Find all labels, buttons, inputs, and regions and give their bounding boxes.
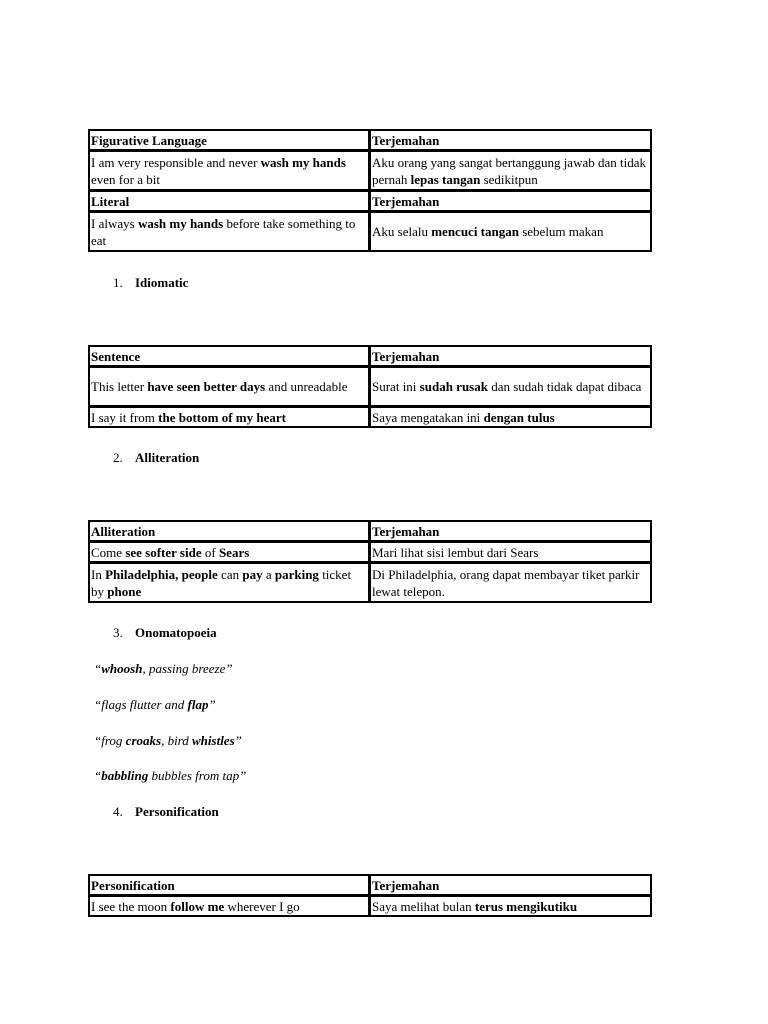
table-cell: In Philadelphia, people can pay a parking ticket by phone bbox=[89, 563, 370, 603]
list-number: 1. bbox=[113, 275, 123, 290]
table-row bbox=[89, 151, 652, 191]
table-row bbox=[89, 407, 652, 428]
onomatopoeia-example: “babbling bubbles from tap” bbox=[94, 768, 247, 783]
table-row bbox=[89, 367, 652, 407]
list-number: 3. bbox=[113, 625, 123, 640]
table-cell: Come see softer side of Sears bbox=[89, 542, 370, 563]
onomatopoeia-example: “whoosh, passing breeze” bbox=[94, 661, 233, 676]
section-heading-onomatopoeia bbox=[113, 624, 217, 641]
list-label: Idiomatic bbox=[135, 275, 189, 290]
header-cell: Sentence bbox=[89, 346, 370, 367]
table-cell: Aku selalu mencuci tangan sebelum makan bbox=[370, 212, 652, 252]
table-cell: Mari lihat sisi lembut dari Sears bbox=[370, 542, 652, 563]
table-row bbox=[89, 896, 652, 917]
table-cell: Aku orang yang sangat bertanggung jawab dan tidak pernah lepas tangan sedikitpun bbox=[370, 151, 652, 191]
header-cell: Terjemahan bbox=[370, 875, 652, 896]
personification-table bbox=[88, 874, 652, 917]
list-label: Onomatopoeia bbox=[135, 625, 217, 640]
list-number: 2. bbox=[113, 450, 123, 465]
header-cell: Figurative Language bbox=[89, 130, 370, 151]
table-cell: Di Philadelphia, orang dapat membayar tiket parkir lewat telepon. bbox=[370, 563, 652, 603]
table-cell: Saya melihat bulan terus mengikutiku bbox=[370, 896, 652, 917]
list-number: 4. bbox=[113, 804, 123, 819]
header-cell: Alliteration bbox=[89, 521, 370, 542]
header-cell: Terjemahan bbox=[370, 346, 652, 367]
table-header-row bbox=[89, 875, 652, 896]
header-cell: Terjemahan bbox=[370, 521, 652, 542]
table-header-row bbox=[89, 521, 652, 542]
table-cell: I say it from the bottom of my heart bbox=[89, 407, 370, 428]
header-cell: Terjemahan bbox=[370, 191, 652, 212]
list-label: Personification bbox=[135, 804, 219, 819]
table-header-row bbox=[89, 130, 652, 151]
header-cell: Personification bbox=[89, 875, 370, 896]
figurative-literal-table bbox=[88, 129, 652, 252]
onomatopoeia-example: “flags flutter and flap” bbox=[94, 697, 216, 712]
table-cell: I always wash my hands before take something to eat bbox=[89, 212, 370, 252]
table-header-row bbox=[89, 346, 652, 367]
table-row bbox=[89, 563, 652, 603]
onomatopoeia-example: “frog croaks, bird whistles” bbox=[94, 733, 242, 748]
header-cell: Terjemahan bbox=[370, 130, 652, 151]
section-heading-idiomatic bbox=[113, 274, 188, 291]
section-heading-alliteration bbox=[113, 449, 199, 466]
table-cell: I am very responsible and never wash my hands even for a bit bbox=[89, 151, 370, 191]
table-cell: Saya mengatakan ini dengan tulus bbox=[370, 407, 652, 428]
table-cell: Surat ini sudah rusak dan sudah tidak dapat dibaca bbox=[370, 367, 652, 407]
table-cell: This letter have seen better days and unreadable bbox=[89, 367, 370, 407]
section-heading-personification bbox=[113, 803, 219, 820]
idiomatic-table bbox=[88, 345, 652, 428]
table-row bbox=[89, 542, 652, 563]
header-cell: Literal bbox=[89, 191, 370, 212]
alliteration-table bbox=[88, 520, 652, 603]
list-label: Alliteration bbox=[135, 450, 200, 465]
table-row bbox=[89, 212, 652, 252]
table-cell: I see the moon follow me wherever I go bbox=[89, 896, 370, 917]
table-header-row bbox=[89, 191, 652, 212]
